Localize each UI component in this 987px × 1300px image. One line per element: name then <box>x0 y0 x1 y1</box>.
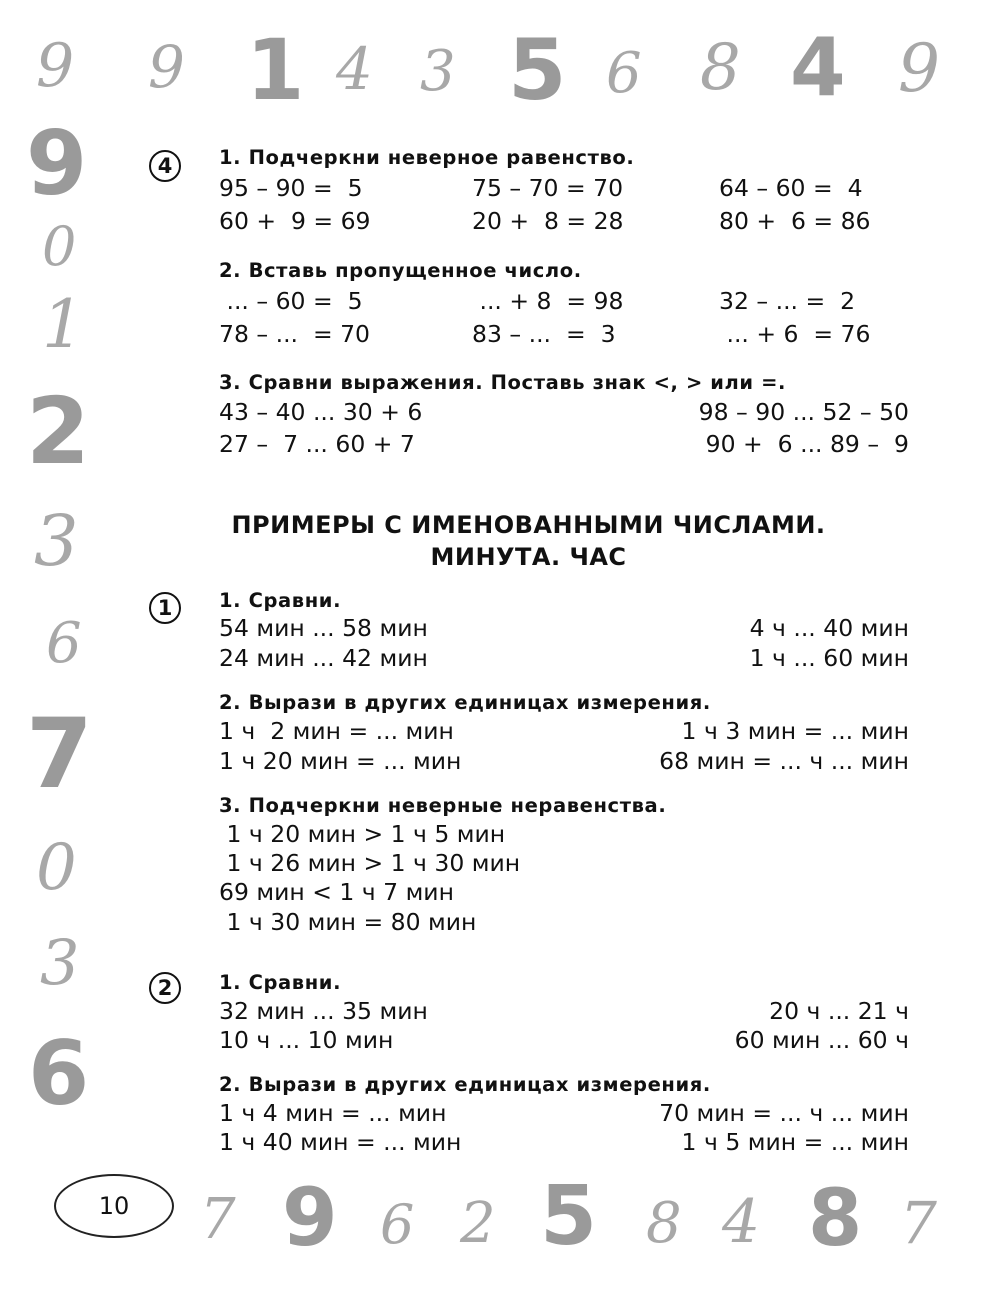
comparison: 4 ч ... 40 мин <box>749 614 909 642</box>
task-heading: 3. Сравни выражения. Поставь знак <, > или =. <box>219 371 787 394</box>
equation: 20 + 8 = 28 <box>472 207 624 235</box>
comparison: 27 – 7 ... 60 + 7 <box>219 430 415 458</box>
equation: 75 – 70 = 70 <box>472 174 624 202</box>
decor-digit-icon: 9 <box>898 30 940 107</box>
decor-digit-icon: 6 <box>46 611 82 676</box>
task-heading: 1. Сравни. <box>219 589 342 612</box>
decor-digit-icon: 9 <box>36 31 75 101</box>
task-heading: 2. Вырази в других единицах измерения. <box>219 1073 711 1096</box>
decor-digit-icon: 2 <box>460 1191 496 1256</box>
decor-digit-icon: 9 <box>148 33 185 101</box>
decor-digit-icon: 1 <box>42 286 84 363</box>
decor-digit-icon: 4 <box>336 35 373 103</box>
decor-digit-icon: 3 <box>34 500 79 582</box>
conversion: 68 мин = ... ч ... мин <box>659 747 909 775</box>
decor-digit-icon: 8 <box>646 1191 682 1256</box>
task-heading: 2. Вставь пропущенное число. <box>219 259 582 282</box>
decor-digit-icon: 5 <box>540 1169 598 1264</box>
comparison: 60 мин ... 60 ч <box>734 1026 909 1054</box>
inequality: 69 мин < 1 ч 7 мин <box>219 878 454 906</box>
exercise-number-badge: 1 <box>149 592 181 624</box>
task-heading: 3. Подчеркни неверные неравенства. <box>219 794 667 817</box>
decor-digit-icon: 3 <box>40 926 80 999</box>
comparison: 10 ч ... 10 мин <box>219 1026 394 1054</box>
decor-digit-icon: 7 <box>200 1187 236 1252</box>
conversion: 1 ч 40 мин = ... мин <box>219 1128 462 1156</box>
equation: ... – 60 = 5 <box>219 287 363 315</box>
page-number: 10 <box>54 1174 174 1238</box>
comparison: 32 мин ... 35 мин <box>219 997 428 1025</box>
conversion: 1 ч 3 мин = ... мин <box>681 717 909 745</box>
decor-digit-icon: 7 <box>900 1189 937 1257</box>
decor-digit-icon: 8 <box>700 31 741 105</box>
exercise-number-badge: 2 <box>149 972 181 1004</box>
decor-digit-icon: 4 <box>722 1187 761 1257</box>
equation: 78 – ... = 70 <box>219 320 371 348</box>
decor-digit-icon: 3 <box>420 39 456 104</box>
decor-digit-icon: 6 <box>28 1022 90 1125</box>
comparison: 20 ч ... 21 ч <box>769 997 909 1025</box>
decor-digit-icon: 0 <box>42 215 77 278</box>
decor-digit-icon: 4 <box>790 21 846 114</box>
conversion: 1 ч 5 мин = ... мин <box>681 1128 909 1156</box>
exercise-number-badge: 4 <box>149 150 181 182</box>
equation: 60 + 9 = 69 <box>219 207 371 235</box>
equation: 32 – ... = 2 <box>719 287 856 315</box>
equation: 95 – 90 = 5 <box>219 174 363 202</box>
conversion: 1 ч 4 мин = ... мин <box>219 1099 447 1127</box>
decor-digit-icon: 7 <box>26 698 93 810</box>
comparison: 1 ч ... 60 мин <box>749 644 909 672</box>
decor-digit-icon: 0 <box>36 831 77 905</box>
section-subtitle: МИНУТА. ЧАС <box>430 543 627 571</box>
decor-digit-icon: 2 <box>26 378 91 485</box>
equation: 80 + 6 = 86 <box>719 207 871 235</box>
equation: ... + 6 = 76 <box>719 320 871 348</box>
comparison: 90 + 6 ... 89 – 9 <box>705 430 909 458</box>
conversion: 1 ч 20 мин = ... мин <box>219 747 462 775</box>
decor-digit-icon: 5 <box>508 21 567 119</box>
equation: 83 – ... = 3 <box>472 320 616 348</box>
inequality: 1 ч 20 мин > 1 ч 5 мин <box>219 820 506 848</box>
decor-digit-icon: 9 <box>282 1171 338 1264</box>
comparison: 43 – 40 ... 30 + 6 <box>219 398 423 426</box>
decor-digit-icon: 6 <box>380 1193 415 1256</box>
comparison: 54 мин ... 58 мин <box>219 614 428 642</box>
section-title: ПРИМЕРЫ С ИМЕНОВАННЫМИ ЧИСЛАМИ. <box>231 511 826 539</box>
task-heading: 1. Сравни. <box>219 971 342 994</box>
comparison: 98 – 90 ... 52 – 50 <box>698 398 909 426</box>
comparison: 24 мин ... 42 мин <box>219 644 428 672</box>
conversion: 70 мин = ... ч ... мин <box>659 1099 909 1127</box>
inequality: 1 ч 26 мин > 1 ч 30 мин <box>219 849 521 877</box>
decor-digit-icon: 1 <box>246 21 305 119</box>
conversion: 1 ч 2 мин = ... мин <box>219 717 454 745</box>
equation: ... + 8 = 98 <box>472 287 624 315</box>
task-heading: 2. Вырази в других единицах измерения. <box>219 691 711 714</box>
equation: 64 – 60 = 4 <box>719 174 863 202</box>
decor-digit-icon: 6 <box>606 41 642 106</box>
decor-digit-icon: 9 <box>26 112 88 215</box>
decor-digit-icon: 8 <box>808 1174 863 1264</box>
inequality: 1 ч 30 мин = 80 мин <box>219 908 477 936</box>
task-heading: 1. Подчеркни неверное равенство. <box>219 146 635 169</box>
